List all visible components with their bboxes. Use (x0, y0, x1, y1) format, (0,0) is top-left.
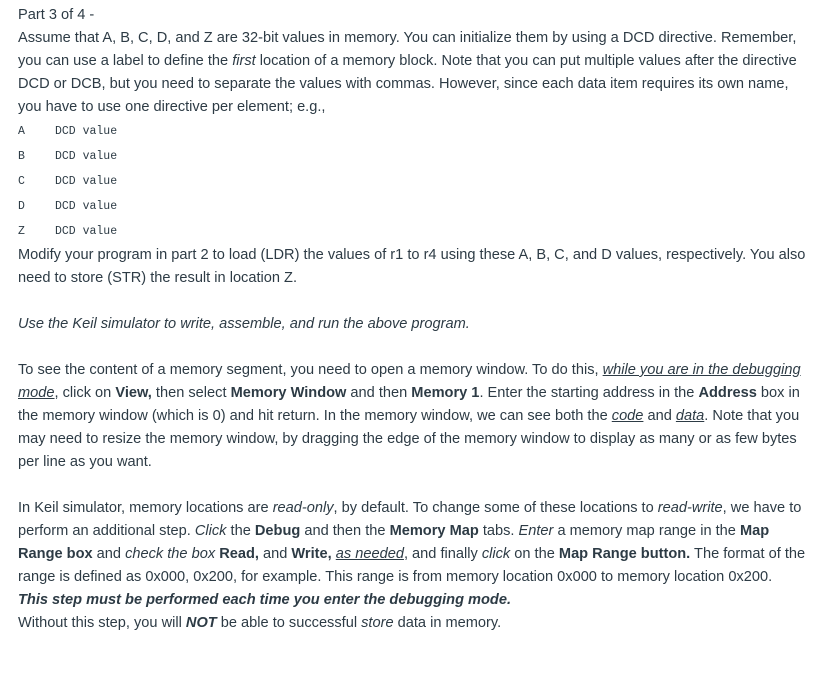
code-instr: DCD value (55, 150, 118, 163)
memory-map-tab-ref: Memory Map (389, 523, 479, 539)
code-label: C (18, 175, 25, 188)
view-menu-ref: View, (115, 385, 152, 401)
keil-instruction: Use the Keil simulator to write, assemble, and run the above program. (18, 316, 470, 332)
not-emphasis: NOT (185, 615, 217, 631)
code-instr: DCD value (55, 200, 118, 213)
warning-line: This step must be performed each time you enter the debugging mode. (18, 592, 512, 608)
read-write-paragraph: In Keil simulator, memory locations are read-only, by default. To change some of these locations to read-write, we have to perform an additional step. Click the Debug and then the Memory Map tabs. Enter a memory map range in the Map Range box and check the box Read, and Write, as needed, and finally click on the Map Range button. The format of the range is defined as 0x000, 0x200, for example. This range is from memory location 0x000 to memory location 0x200. (18, 500, 806, 585)
code-line (18, 144, 809, 169)
debug-tab-ref: Debug (254, 523, 301, 539)
code-line (18, 119, 809, 144)
code-example (18, 119, 809, 244)
code-label: A (18, 125, 25, 138)
modify-paragraph: Modify your program in part 2 to load (LDR) the values of r1 to r4 using these A, B, C, and D values, respectively. You also need to store (STR) the result in location Z. (18, 247, 806, 286)
memory-window-ref: Memory Window (230, 385, 347, 401)
code-line (18, 194, 809, 219)
memory-1-ref: Memory 1 (411, 385, 480, 401)
code-line (18, 219, 809, 244)
data-emphasis: data (675, 408, 705, 424)
intro-paragraph: Assume that A, B, C, D, and Z are 32-bit values in memory. You can initialize them by using a DCD directive. Remember, you can use a label to define the first location of a memory block. Note that you can put multiple values after the directive DCD or DCB, but you need to separate the values with commas. However, since each data item requires its own name, you have to use one directive per element; e.g., (18, 30, 797, 115)
code-instr: DCD value (55, 175, 118, 188)
code-label: Z (18, 225, 25, 238)
map-range-box-ref: Map Range box (18, 523, 770, 562)
as-needed-emphasis: as needed (335, 546, 404, 562)
part-header: Part 3 of 4 - (18, 7, 95, 23)
code-emphasis: code (611, 408, 644, 424)
read-ref: Read, (219, 546, 259, 562)
write-ref: Write, (291, 546, 332, 562)
code-instr: DCD value (55, 225, 118, 238)
address-ref: Address (698, 385, 757, 401)
code-label: B (18, 150, 25, 163)
debug-mode-emphasis: while you are in the debugging mode (18, 362, 801, 401)
final-line: Without this step, you will NOT be able to successful store data in memory. (18, 615, 502, 631)
code-line (18, 169, 809, 194)
memory-window-paragraph: To see the content of a memory segment, you need to open a memory window. To do this, while you are in the debugging mode, click on View, then select Memory Window and then Memory 1. Enter the starting address in the Address box in the memory window (which is 0) and hit return. In the memory window, we can see both the code and data. Note that you may need to resize the memory window, by dragging the edge of the memory window to display as many or as few bytes per line as you want. (18, 362, 801, 470)
map-range-button-ref: Map Range button. (558, 546, 691, 562)
code-label: D (18, 200, 25, 213)
first-emphasis: first (232, 53, 256, 69)
code-instr: DCD value (55, 125, 118, 138)
